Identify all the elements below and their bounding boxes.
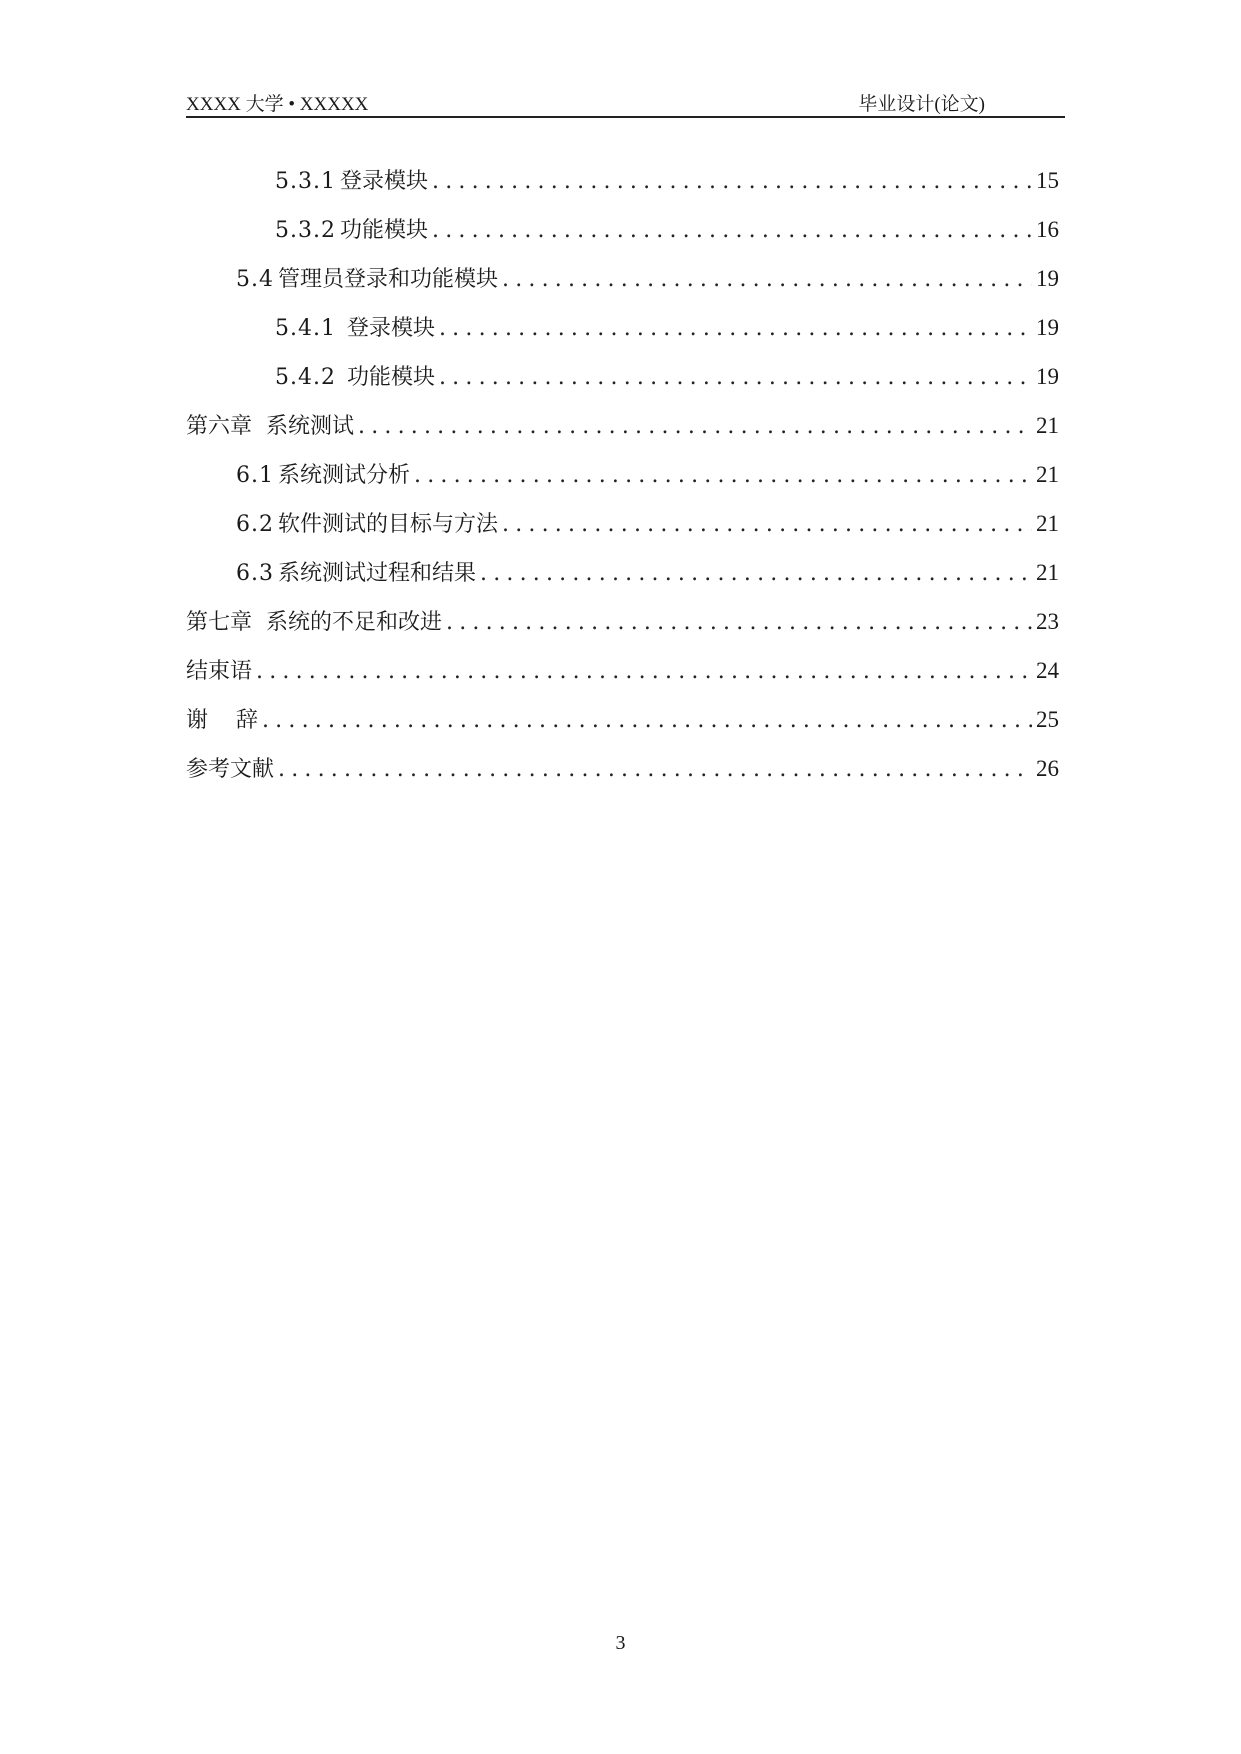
toc-entry-page: 19 <box>1036 266 1059 291</box>
toc-entry[interactable] <box>186 352 1059 401</box>
toc-entry[interactable] <box>186 695 1059 744</box>
header-institution: XXXX 大学 • XXXXX <box>186 94 369 115</box>
toc-entry-number: 6.2 <box>236 512 274 537</box>
toc-entry[interactable] <box>186 156 1059 205</box>
toc-entry-page: 21 <box>1036 560 1059 585</box>
table-of-contents <box>186 156 1059 793</box>
toc-entry-title: 第七章 系统的不足和改进 <box>186 610 442 635</box>
toc-entry-title: 功能模块 <box>339 365 435 390</box>
toc-entry-title: 系统测试过程和结果 <box>278 561 477 586</box>
toc-entry-page: 23 <box>1036 609 1059 634</box>
toc-dot-leader <box>502 255 1032 304</box>
toc-dot-leader <box>278 745 1032 794</box>
toc-entry-number: 5.3.1 <box>275 169 336 194</box>
toc-entry-title: 谢 辞 <box>186 708 258 733</box>
toc-entry[interactable] <box>186 597 1059 646</box>
toc-entry-page: 21 <box>1036 413 1059 438</box>
toc-entry-page: 25 <box>1036 707 1059 732</box>
toc-entry-page: 16 <box>1036 217 1059 242</box>
toc-dot-leader <box>439 304 1032 353</box>
toc-entry-title: 功能模块 <box>339 218 428 243</box>
toc-entry-title: 软件测试的目标与方法 <box>278 512 499 537</box>
toc-dot-leader <box>432 157 1032 206</box>
toc-dot-leader <box>358 402 1032 451</box>
toc-entry-title: 参考文献 <box>186 757 275 782</box>
toc-entry-number: 6.3 <box>236 561 274 586</box>
toc-dot-leader <box>262 696 1032 745</box>
toc-entry[interactable] <box>186 254 1059 303</box>
page-header <box>186 86 1065 118</box>
toc-dot-leader <box>432 206 1032 255</box>
toc-entry-page: 19 <box>1036 315 1059 340</box>
toc-entry-page: 15 <box>1036 168 1059 193</box>
toc-entry-page: 26 <box>1036 756 1059 781</box>
toc-entry-title: 第六章 系统测试 <box>186 414 354 439</box>
toc-dot-leader <box>446 598 1032 647</box>
toc-entry-number: 5.4.2 <box>275 365 336 390</box>
toc-entry-page: 24 <box>1036 658 1059 683</box>
page-number: 3 <box>615 1632 626 1654</box>
toc-entry-number: 5.3.2 <box>275 218 336 243</box>
toc-dot-leader <box>414 451 1032 500</box>
toc-entry[interactable] <box>186 205 1059 254</box>
toc-entry-title: 系统测试分析 <box>278 463 411 488</box>
toc-entry-page: 21 <box>1036 462 1059 487</box>
toc-entry-number: 5.4 <box>236 267 274 292</box>
toc-entry[interactable] <box>186 744 1059 793</box>
header-document-type: 毕业设计(论文) <box>858 94 985 115</box>
toc-dot-leader <box>439 353 1032 402</box>
toc-dot-leader <box>256 647 1032 696</box>
toc-entry[interactable] <box>186 646 1059 695</box>
toc-entry[interactable] <box>186 303 1059 352</box>
toc-entry-title: 管理员登录和功能模块 <box>278 267 499 292</box>
toc-entry-title: 登录模块 <box>339 316 435 341</box>
toc-entry-number: 5.4.1 <box>275 316 336 341</box>
toc-dot-leader <box>480 549 1032 598</box>
toc-entry[interactable] <box>186 499 1059 548</box>
toc-entry-page: 19 <box>1036 364 1059 389</box>
toc-entry-title: 结束语 <box>186 659 253 684</box>
toc-entry-page: 21 <box>1036 511 1059 536</box>
toc-entry-title: 登录模块 <box>339 169 428 194</box>
toc-entry-number: 6.1 <box>236 463 274 488</box>
toc-dot-leader <box>502 500 1032 549</box>
toc-entry[interactable] <box>186 401 1059 450</box>
toc-entry[interactable] <box>186 548 1059 597</box>
toc-entry[interactable] <box>186 450 1059 499</box>
